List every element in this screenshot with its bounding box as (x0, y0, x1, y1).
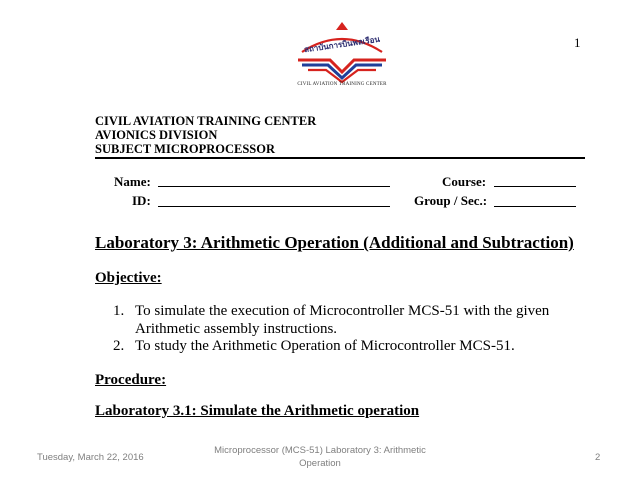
course-field[interactable] (494, 186, 576, 187)
header-subject: SUBJECT MICROPROCESSOR (95, 142, 276, 156)
document-header (95, 114, 316, 156)
objective-heading: Objective: (95, 270, 162, 286)
footer-date: Tuesday, March 22, 2016 (37, 452, 144, 463)
logo-thai-text: สถาบันการบินพลเรือน (303, 34, 381, 55)
list-item-number: 1. (113, 303, 125, 319)
footer-title: Microprocessor (MCS-51) Laboratory 3: Arithmetic Operation (214, 445, 426, 469)
id-label: ID: (132, 193, 151, 208)
page-number: 1 (574, 35, 581, 50)
lab-title: Laboratory 3: Arithmetic Operation (Additional and Subtraction) (95, 233, 574, 252)
id-field[interactable] (158, 206, 390, 207)
name-field[interactable] (158, 186, 390, 187)
name-label: Name: (114, 174, 151, 189)
procedure-subheading: Laboratory 3.1: Simulate the Arithmetic operation (95, 403, 420, 419)
group-field[interactable] (494, 206, 576, 207)
civil-aviation-logo (292, 18, 392, 94)
list-item (113, 303, 575, 338)
procedure-heading: Procedure: (95, 372, 167, 388)
header-organization: CIVIL AVIATION TRAINING CENTER (95, 114, 317, 128)
logo-caption: CIVIL AVIATION TRAINING CENTER (297, 82, 387, 87)
objective-list (113, 303, 575, 356)
list-item-number: 2. (113, 338, 125, 354)
list-item (113, 338, 575, 356)
header-division: AVIONICS DIVISION (95, 128, 218, 142)
slide-number: 2 (595, 452, 601, 463)
group-label: Group / Sec.: (414, 193, 488, 208)
course-label: Course: (442, 174, 487, 189)
header-divider (95, 157, 585, 159)
list-item-text: To simulate the execution of Microcontroller MCS-51 with the given Arithmetic assembly instructions. (135, 303, 550, 337)
list-item-text: To study the Arithmetic Operation of Microcontroller MCS-51. (135, 338, 515, 354)
